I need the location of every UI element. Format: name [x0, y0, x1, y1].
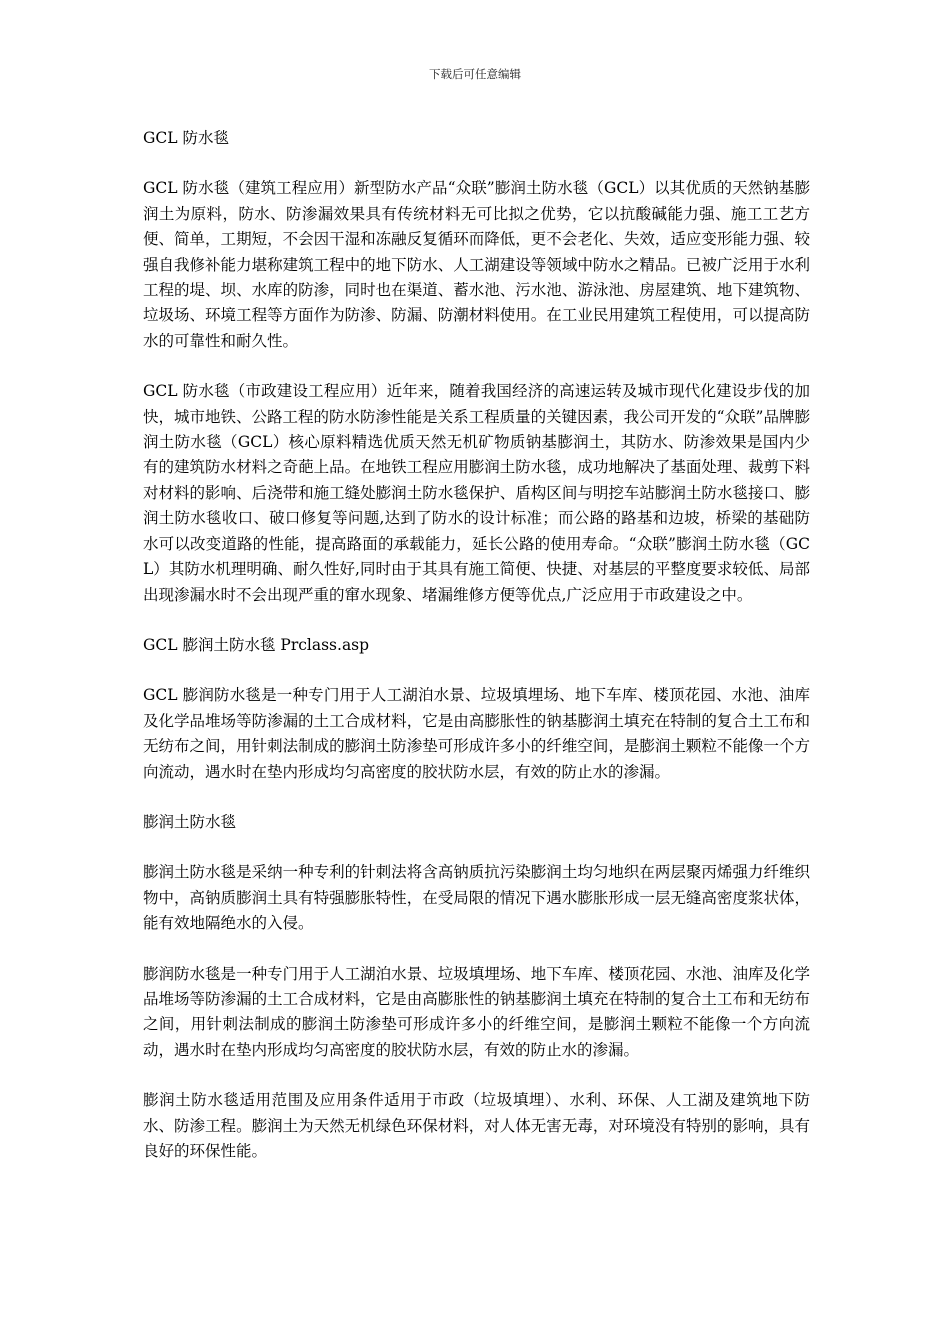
- paragraph-gap: [143, 785, 810, 810]
- paragraph-construction-application: GCL 防水毯（建筑工程应用）新型防水产品“众联”膨润土防水毯（GCL）以其优质的天然钠基膨润土为原料，防水、防渗漏效果具有传统材料无可比拟之优势，它以抗酸碱能力强、施工工艺方便、简单，工期短，不会因干湿和冻融反复循环而降低，更不会老化、失效，适应变形能力强、较强自我修补能力堪称建筑工程中的地下防水、人工湖建设等领域中防水之精品。已被广泛用于水利工程的堤、坝、水库的防渗，同时也在渠道、蓄水池、污水池、游泳池、房屋建筑、地下建筑物、垃圾场、环境工程等方面作为防渗、防漏、防潮材料使用。在工业民用建筑工程使用，可以提高防水的可靠性和耐久性。: [143, 179, 810, 350]
- section-heading-bentonite: 膨润土防水毯: [143, 812, 237, 831]
- paragraph-gap: [143, 354, 810, 379]
- paragraph-gap: [143, 937, 810, 962]
- paragraph-gap: [143, 835, 810, 860]
- paragraph-gap: [143, 1063, 810, 1088]
- paragraph-gap: [143, 658, 810, 683]
- paragraph-blanket-applications: 膨润防水毯是一种专门用于人工湖泊水景、垃圾填埋场、地下车库、楼顶花园、水池、油库及化学品堆场等防渗漏的土工合成材料，它是由高膨胀性的钠基膨润土填充在特制的复合土工布和无纺布之间，用针刺法制成的膨润土防渗垫可形成许多小的纤维空间，是膨润土颗粒不能像一个方向流动，遇水时在垫内形成均匀高密度的胶状防水层，有效的防止水的渗漏。: [143, 964, 810, 1059]
- paragraph-needle-punch-method: 膨润土防水毯是采纳一种专利的针刺法将含高钠质抗污染膨润土均匀地织在两层聚丙烯强力纤维织物中，高钠质膨润土具有特强膨胀特性，在受局限的情况下遇水膨胀形成一层无缝高密度浆状体，能有效地隔绝水的入侵。: [143, 863, 810, 933]
- header-note: 下载后可任意编辑: [429, 67, 521, 81]
- paragraph-gap: [143, 608, 810, 633]
- paragraph-scope-and-conditions: 膨润土防水毯适用范围及应用条件适用于市政（垃圾填埋）、水利、环保、人工湖及建筑地下防水、防渗工程。膨润土为天然无机绿色环保材料，对人体无害无毒，对环境没有特别的影响，具有良好的环保性能。: [143, 1091, 810, 1160]
- document-body: [143, 126, 810, 1164]
- section-heading-gcl: GCL 防水毯: [143, 129, 229, 147]
- paragraph-gcl-blanket-description: GCL 膨润防水毯是一种专门用于人工湖泊水景、垃圾填埋场、地下车库、楼顶花园、水池、油库及化学品堆场等防渗漏的土工合成材料，它是由高膨胀性的钠基膨润土填充在特制的复合土工布和无纺布之间，用针刺法制成的膨润土防渗垫可形成许多小的纤维空间，是膨润土颗粒不能像一个方向流动，遇水时在垫内形成均匀高密度的胶状防水层，有效的防止水的渗漏。: [143, 686, 810, 781]
- paragraph-gap: [143, 151, 810, 176]
- section-heading-prclass: GCL 膨润土防水毯 Prclass.asp: [143, 635, 370, 654]
- paragraph-municipal-application: GCL 防水毯（市政建设工程应用）近年来，随着我国经济的高速运转及城市现代化建设步伐的加快，城市地铁、公路工程的防水防渗性能是关系工程质量的关键因素，我公司开发的“众联”品牌膨润土防水毯（GCL）核心原料精选优质天然无机矿物质钠基膨润土，其防水、防渗效果是国内少有的建筑防水材料之奇葩上品。在地铁工程应用膨润土防水毯，成功地解决了基面处理、裁剪下料对材料的影响、后浇带和施工缝处膨润土防水毯保护、盾构区间与明挖车站膨润土防水毯接口、膨润土防水毯收口、破口修复等问题,达到了防水的设计标准；而公路的路基和边坡，桥梁的基础防水可以改变道路的性能，提高路面的承载能力，延长公路的使用寿命。“众联”膨润土防水毯（GCL）其防水机理明确、耐久性好,同时由于其具有施工简便、快捷、对基层的平整度要求较低、局部出现渗漏水时不会出现严重的窜水现象、堵漏维修方便等优点,广泛应用于市政建设之中。: [143, 382, 810, 604]
